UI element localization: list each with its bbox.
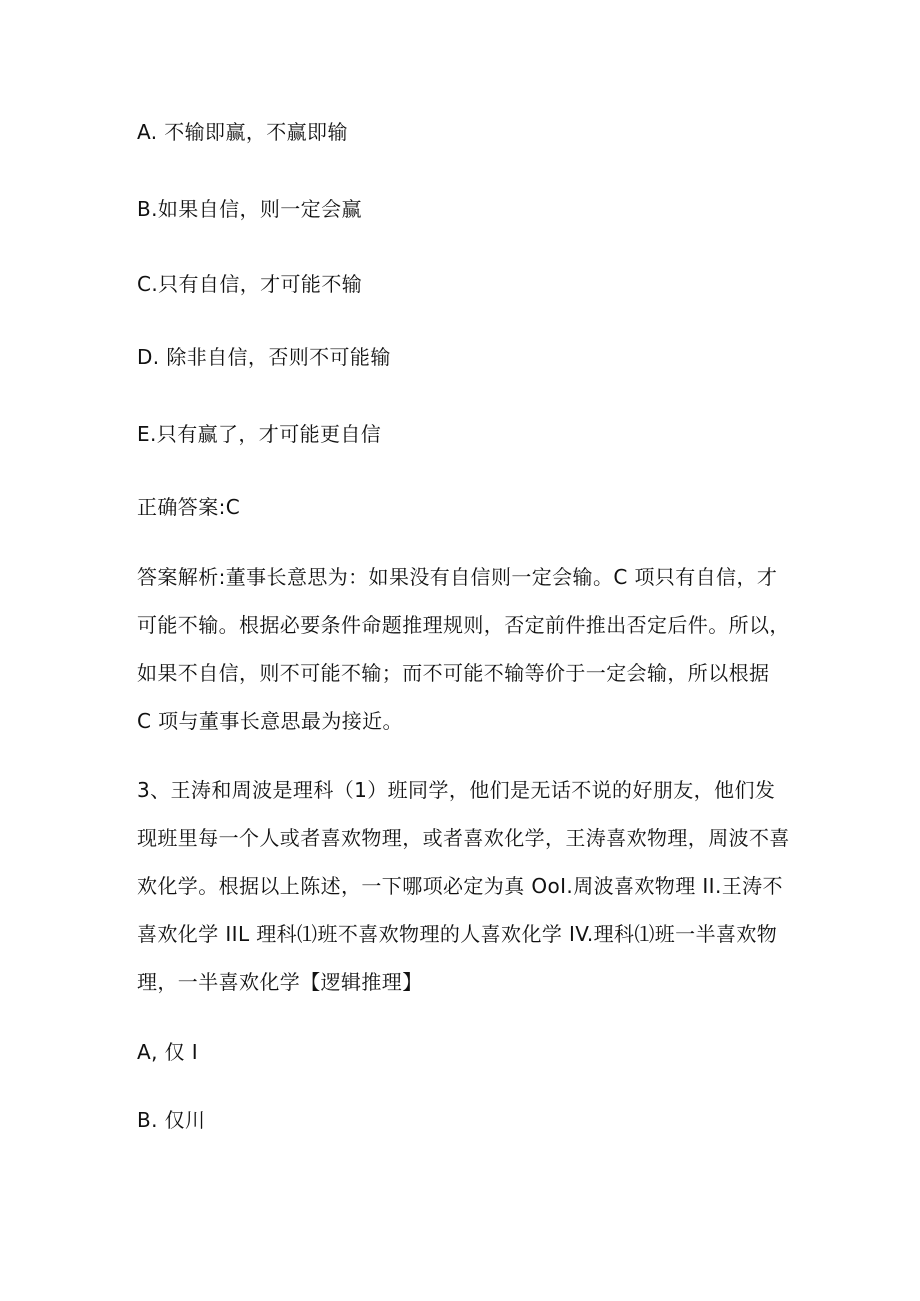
q3-stem-line: 现班里每一个人或者喜欢物理，或者喜欢化学，王涛喜欢物理，周波不喜 bbox=[137, 826, 790, 850]
q2-explanation-line: 可能不输。根据必要条件命题推理规则，否定前件推出否定后件。所以， bbox=[137, 613, 790, 637]
q3-stem bbox=[137, 766, 790, 1006]
q2-option-b: B.如果自信，则一定会赢 bbox=[137, 197, 362, 221]
q3-option-b: B. 仅川 bbox=[137, 1108, 206, 1132]
q2-explanation-line: C 项与董事长意思最为接近。 bbox=[137, 709, 403, 733]
q2-explanation-line: 答案解析:董事长意思为：如果没有自信则一定会输。C 项只有自信，才 bbox=[137, 565, 778, 589]
q2-explanation bbox=[137, 553, 790, 745]
q3-stem-line: 欢化学。根据以上陈述，一下哪项必定为真 OoI.周波喜欢物理 II.王涛不 bbox=[137, 874, 783, 898]
q2-explanation-line: 如果不自信，则不可能不输；而不可能不输等价于一定会输，所以根据 bbox=[137, 661, 770, 685]
q2-option-e: E.只有赢了，才可能更自信 bbox=[137, 422, 382, 446]
q3-stem-line: 理，一半喜欢化学【逻辑推理】 bbox=[137, 970, 423, 994]
q3-option-a: A, 仅 I bbox=[137, 1040, 199, 1064]
q2-correct-answer: 正确答案:C bbox=[137, 495, 241, 519]
q2-option-c: C.只有自信，才可能不输 bbox=[137, 272, 363, 296]
q3-stem-line: 3、王涛和周波是理科（1）班同学，他们是无话不说的好朋友，他们发 bbox=[137, 778, 776, 802]
q2-option-d: D. 除非自信，否则不可能输 bbox=[137, 345, 391, 369]
q3-stem-line: 喜欢化学 IIL 理科⑴班不喜欢物理的人喜欢化学 IV.理科⑴班一半喜欢物 bbox=[137, 922, 778, 946]
q2-option-a: A. 不输即赢，不赢即输 bbox=[137, 120, 348, 144]
